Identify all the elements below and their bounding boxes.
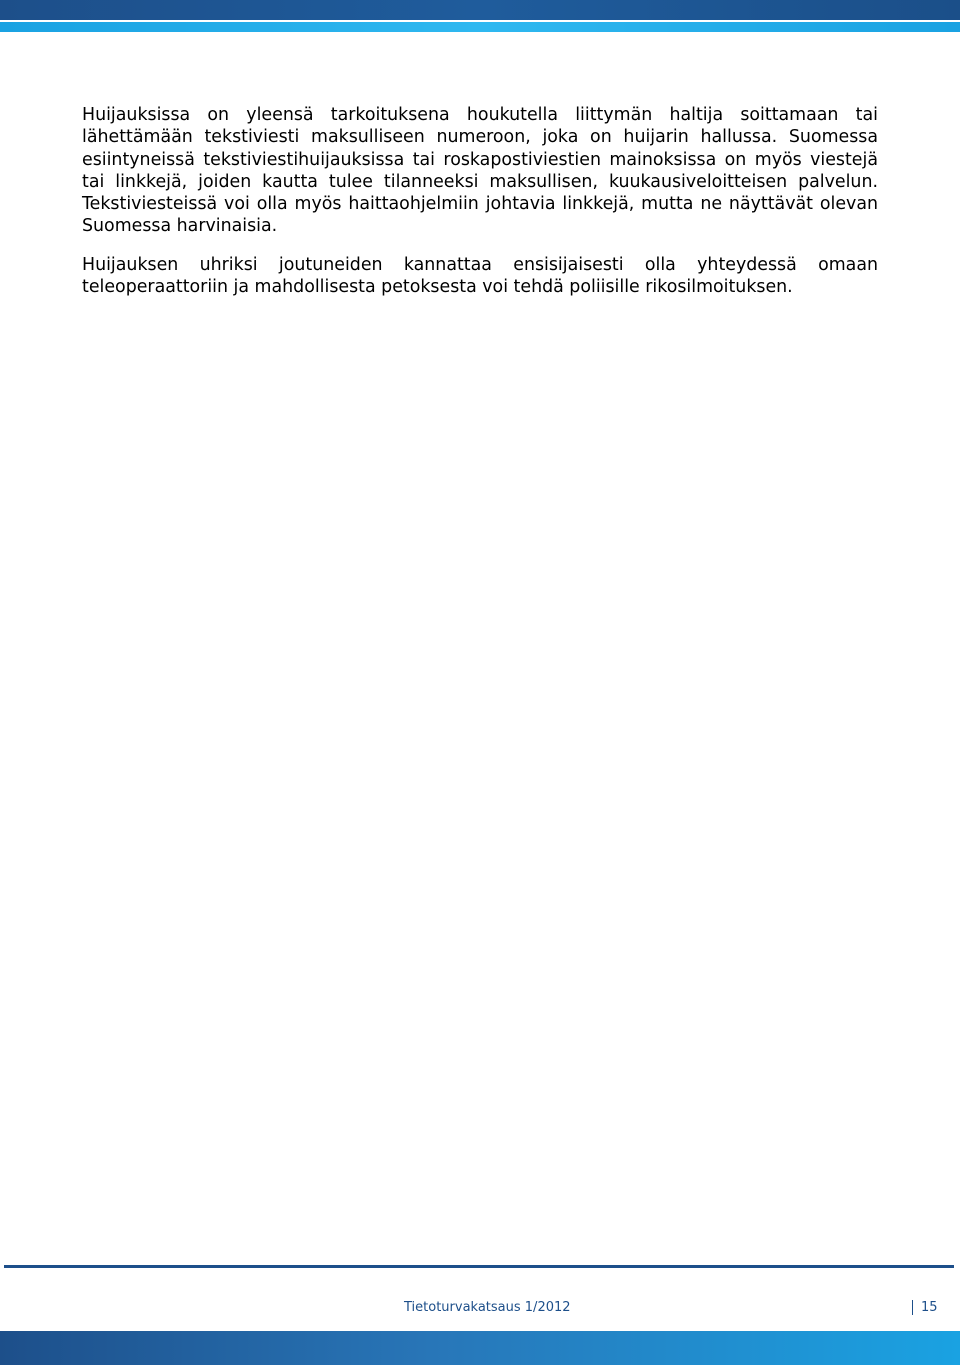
- footer-separator: [912, 1300, 913, 1315]
- header-band: [0, 0, 960, 34]
- footer-rule: [4, 1265, 954, 1268]
- paragraph-2: Huijauksen uhriksi joutuneiden kannattaa ensisijaisesti olla yhteydessä omaan teleoperaattoriin ja mahdollisesta petoksesta voi tehdä poliisille rikosilmoituksen.: [82, 254, 878, 298]
- footer-band: [0, 1331, 960, 1365]
- paragraph-1: Huijauksissa on yleensä tarkoituksena houkutella liittymän haltija soittamaan tai lähettämään tekstiviesti maksulliseen numeroon, joka on huijarin hallussa. Suomessa esiintyneissä tekstiviestihuijauksissa tai roskapostiviestien mainoksissa on myös viestejä tai linkkejä, joiden kautta tulee tilanneeksi maksullisen, kuukausiveloitteisen palvelun. Tekstiviesteissä voi olla myös haittaohjelmiin johtavia linkkejä, mutta ne näyttävät olevan Suomessa harvinaisia.: [82, 105, 878, 237]
- header-band-light: [0, 22, 960, 32]
- header-band-dark: [0, 0, 960, 20]
- page-number: 15: [921, 1300, 938, 1315]
- body-text: [82, 104, 878, 314]
- footer-title: Tietoturvakatsaus 1/2012: [404, 1300, 571, 1315]
